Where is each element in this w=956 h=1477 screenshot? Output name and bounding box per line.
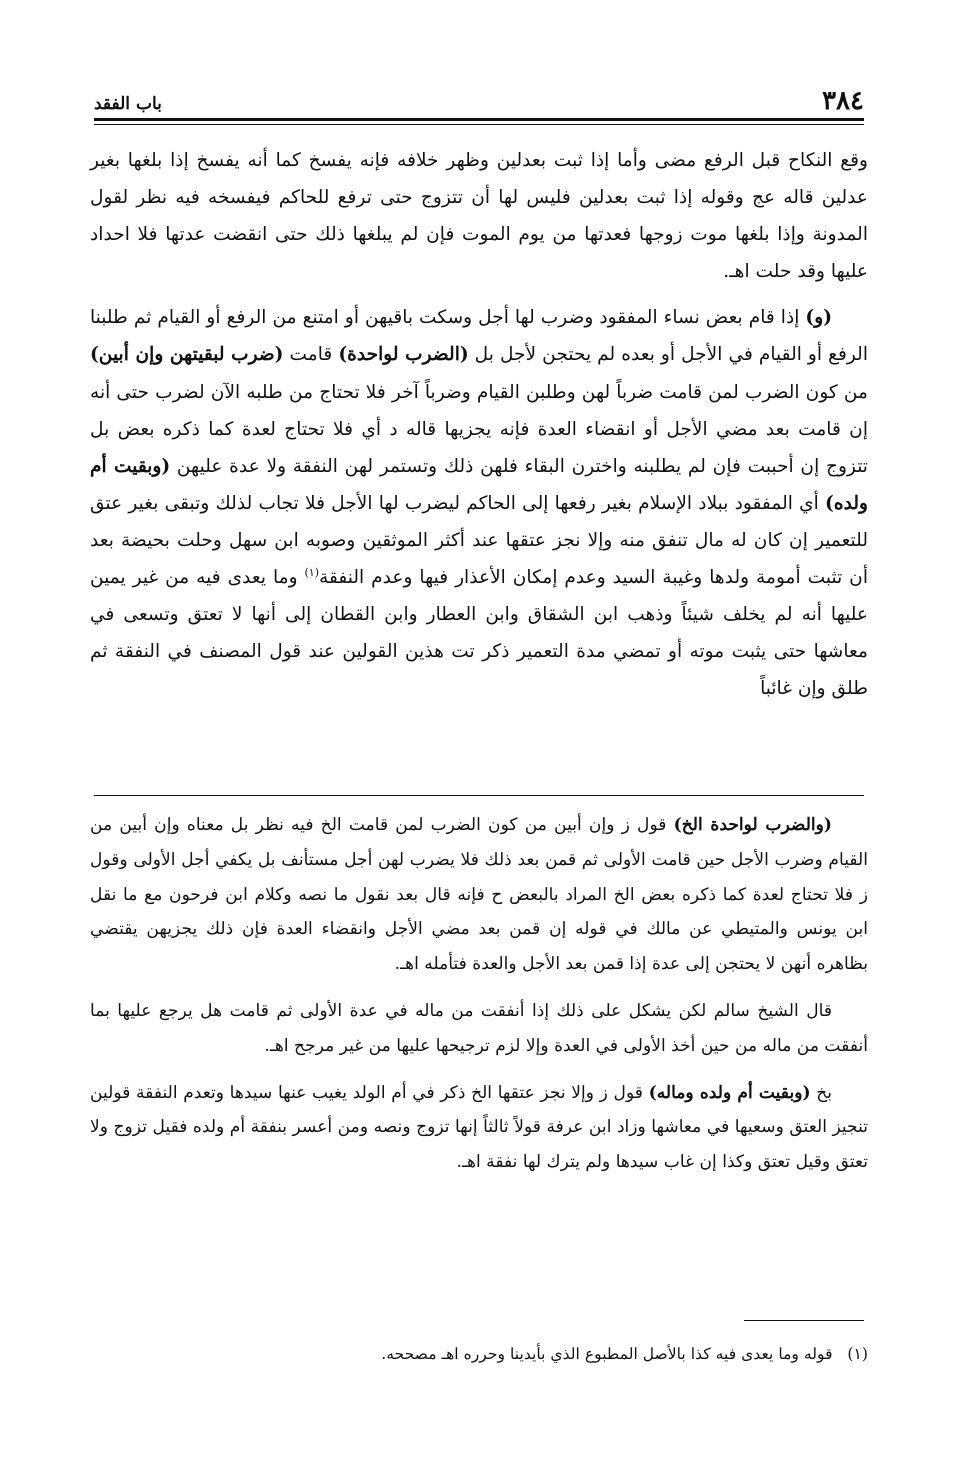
main-line-2: بلغها بغير عدلين قاله عج وقوله إذا ثبت بعدلين فليس لها أن تتزوج حتى ترفع للحاكم: [90, 150, 868, 209]
commentary-paragraph-1: [90, 808, 868, 982]
main-paragraph-1: [90, 142, 868, 290]
commentary-paragraph-3: [90, 1076, 868, 1180]
commentary-p3-text: قول ز وإلا نجز عتقها الخ ذكر في أم الولد يغيب عنها سيدها وتعدم النفقة قولين تنجيز العتق وسعيها في معاشها وزاد ابن عرفة قولاً ثالثاً إنها تزوج ونصه ومن أعسر بنفقة أم ولده فقيل تزوج ولا تعتق وقيل تعتق وكذا إن غاب سيدها ولم يترك لها نفقة اهـ.: [90, 1082, 868, 1173]
footnote-separator: [744, 1320, 864, 1321]
running-header: [94, 76, 864, 116]
bold-term-duriba-li-baqiyyatihinna: (ضرب لبقيتهن وإن أبين): [90, 344, 284, 366]
footnote-line: [90, 1340, 868, 1368]
main-line-3: فيفسخه فيه نظر لقول المدونة وإذا بلغها موت زوجها فعدتها من يوم الموت فإن لم: [90, 187, 868, 246]
commentary-p3-prefix: بخ: [810, 1082, 832, 1103]
footnote-marker: (١): [847, 1345, 868, 1363]
main-line-4: يبلغها ذلك حتى انقضت عدتها فلا احداد عليها وقد حلت اهـ.: [90, 224, 868, 283]
footnote: [90, 1340, 868, 1368]
main-p2-text-1: إذا قام بعض نساء المفقود وضرب لها أجل وسكت باقيهن أو امتنع من الرفع أو القيام ثم طلبنا الرفع أو القيام في الأجل أو بعده لم يحتجن لأجل بل: [90, 307, 868, 366]
main-p2-text-5: وما يعدى فيه من غير يمين عليها أنه لم يخلف شيئاً وذهب ابن الشقاق وابن العطار وابن القطان إلى أنها لا تعتق وتسعى في معاشها حتى يثبت موته أو تمضي مدة التعمير ذكر تت هذين القولين عند قول المصنف في النفقة ثم طلق وإن غائباً: [90, 567, 868, 700]
commentary-paragraph-2: قال الشيخ سالم لكن يشكل على ذلك إذا أنفقت من ماله في عدة الأولى ثم قامت هل يرجع عليها بما أنفقت من ماله من حين أخذ الأولى في العدة وإلا لزم ترجيحها عليها من غير مرجح اهـ.: [90, 1000, 868, 1056]
bold-term-waw: (و): [805, 307, 832, 329]
footnote-reference: (١): [304, 565, 319, 579]
header-rule-thick: [94, 118, 864, 121]
main-p2-text-2: قامت: [283, 344, 339, 366]
main-line-1: وقع النكاح قبل الرفع مضى وأما إذا ثبت بعدلين وظهر خلافه فإنه يفسخ كما أنه يفسخ إذا: [170, 150, 868, 171]
main-text: [90, 142, 868, 707]
bold-term-darb-li-wahida: (الضرب لواحدة): [338, 344, 469, 366]
main-p2-text-4: أي المفقود ببلاد الإسلام بغير رفعها إلى الحاكم ليضرب لها الأجل فلا تجاب لذلك وتبقى بغير عتق للتعمير إن كان له مال تنفق منه وإلا نجز عتقها عند أكثر الموثقين وصوبه ابن سهل وحلت بحيضة بعد أن تثبت أمومة ولدها وغيبة السيد وعدم إمكان الأعذار فيها وعدم النفقة: [90, 492, 869, 589]
commentary-separator: [94, 795, 864, 796]
main-p2-text-3: من كون الضرب لمن قامت ضرباً لهن وطلبن القيام وضرباً آخر فلا تحتاج من طلبه الآن لضرب حتى أنه إن قامت بعد مضي الأجل أو انقضاء العدة فإنه يجزيها قاله د أي فلا تحتاج لعدة كما ذكره بعض بل تتزوج إن أحببت فإن لم يطلبنه واخترن البقاء فلهن ذلك وتستمر لهن النفقة ولا عدة عليهن: [90, 381, 868, 477]
main-paragraph-2: [90, 299, 868, 707]
footnote-text: قوله وما يعدى فيه كذا بالأصل المطبوع الذي بأيدينا وحرره اهـ مصححه.: [381, 1345, 833, 1363]
section-title: باب الفقد: [94, 94, 162, 114]
commentary-bold-term-1: (والضرب لواحدة الخ): [673, 815, 832, 835]
page-number: ٣٨٤: [822, 86, 864, 116]
commentary-text: [90, 808, 868, 1192]
commentary-bold-term-3: (وبقيت أم ولده وماله): [648, 1082, 811, 1103]
header-rule-thin: [94, 124, 864, 125]
bold-term-baqiyat-umm-walad: (وبقيت أم ولده): [90, 455, 868, 514]
commentary-p1-text: قول ز وإن أبين من كون الضرب لمن قامت الخ فيه نظر بل معناه وإن أبين من القيام وضرب الأجل حين قامت الأولى ثم قمن بعد ذلك فلا يضرب لهن أجل مستأنف بل يكفي أجل الأولى وقول ز فلا تحتاج لعدة كما ذكره بعض الخ المراد بالبعض ح فإنه قال بعد نقول ما نصه وكلام ابن فرحون مع ما نقل ابن يونس والمتيطي عن مالك في قوله إن قمن بعد مضي الأجل وانقضاء العدة فإن ذلك يجزيهن يقتضي بظاهره أنهن لا يحتجن إلى عدة إذا قمن بعد الأجل والعدة فتأمله اهـ.: [90, 815, 868, 975]
